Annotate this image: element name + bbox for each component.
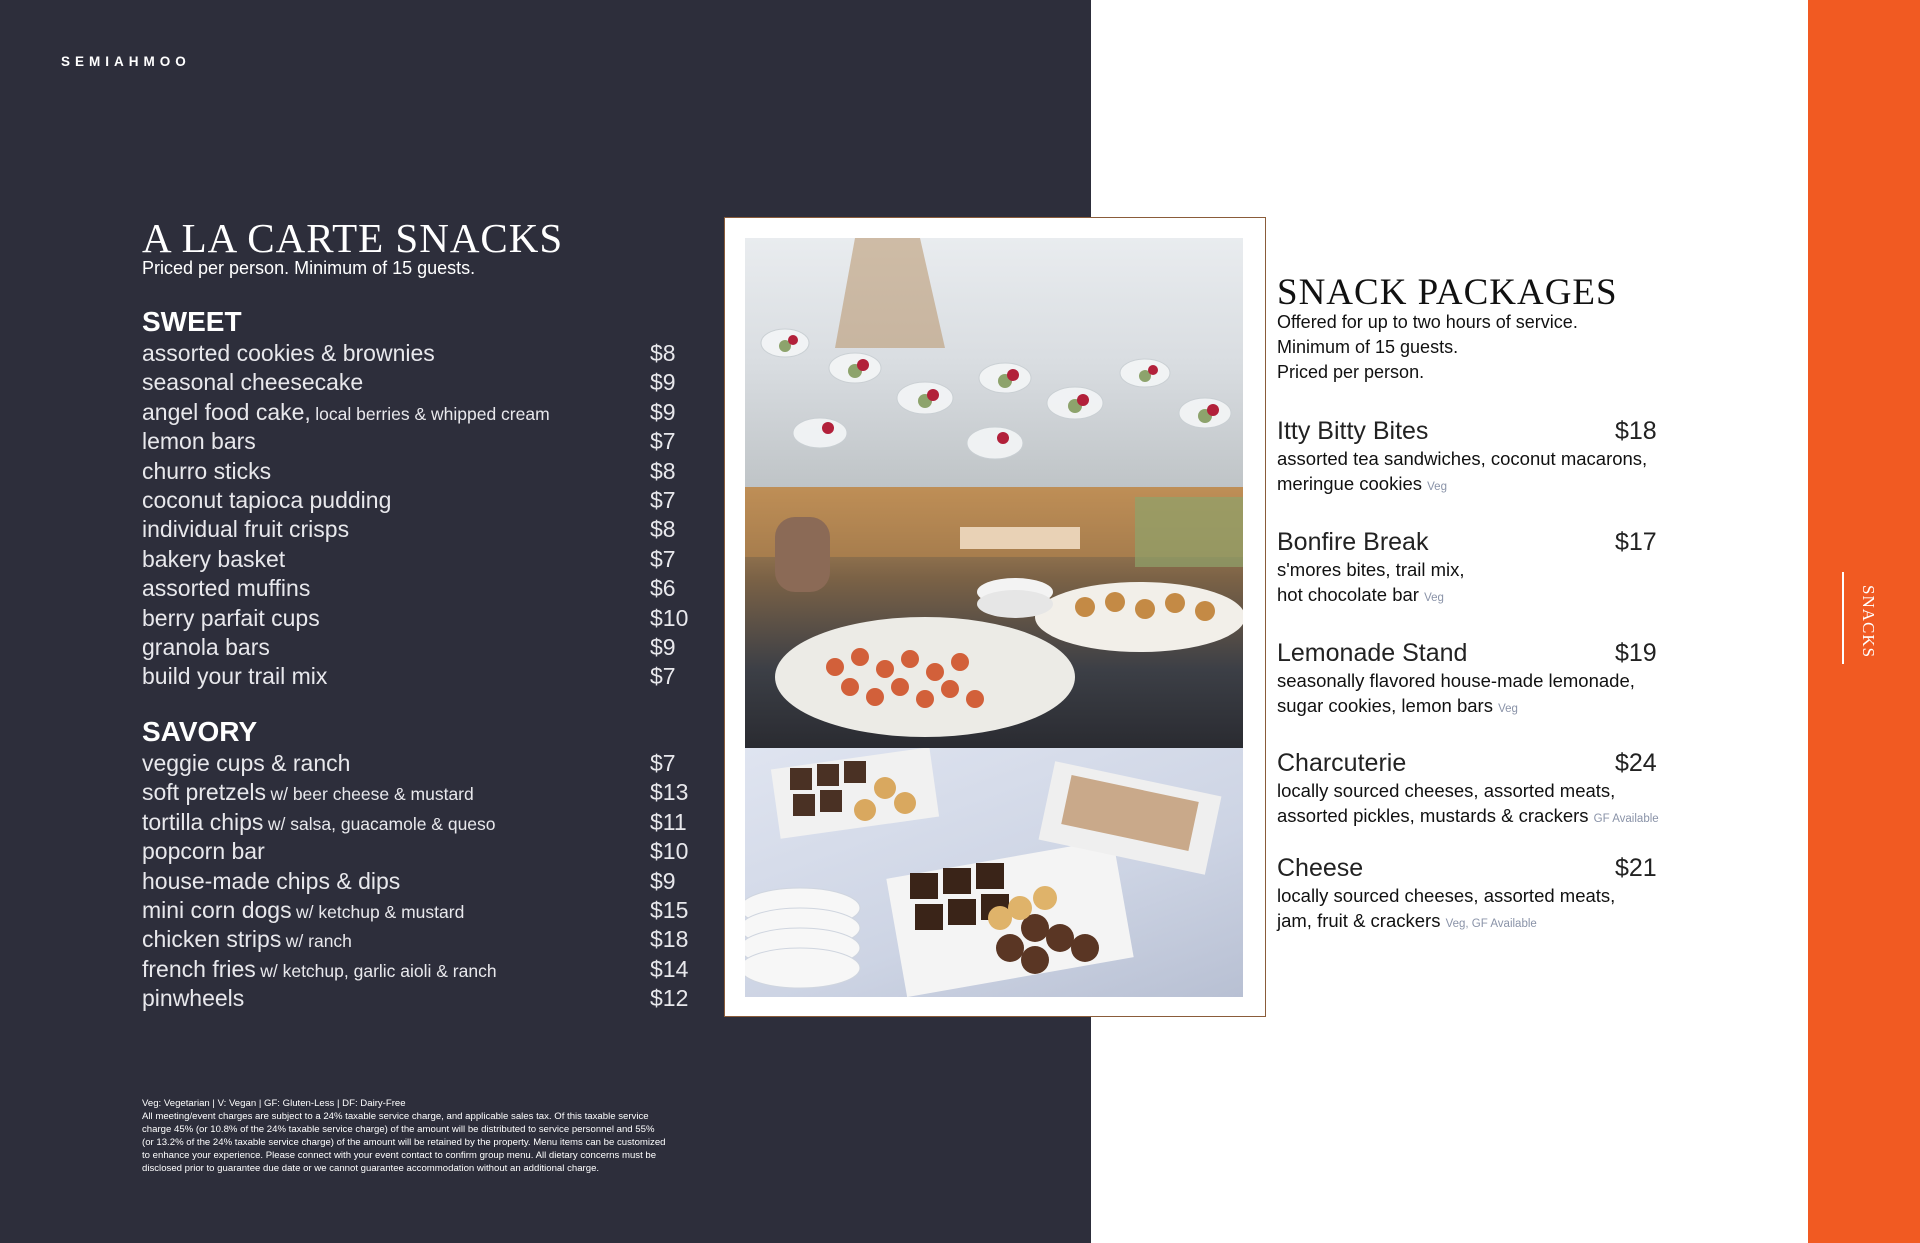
description-line: assorted pickles, mustards & crackers — [1277, 805, 1589, 826]
snack-packages-title: SNACK PACKAGES — [1277, 272, 1618, 313]
package-description — [1277, 778, 1677, 832]
dietary-tag: GF Available — [1593, 813, 1659, 825]
menu-item — [142, 955, 702, 984]
menu-item-name: soft pretzels — [142, 779, 266, 806]
description-line: sugar cookies, lemon bars — [1277, 695, 1493, 716]
package-cheese — [1277, 853, 1677, 937]
menu-item-price: $8 — [650, 516, 676, 543]
menu-item-name: lemon bars — [142, 428, 256, 455]
menu-item-price: $10 — [650, 838, 689, 865]
service-charge-line: All meeting/event charges are subject to a 24% taxable service charge, and applicable sales tax. Of this taxable service — [142, 1111, 649, 1122]
description-line: s'mores bites, trail mix, — [1277, 559, 1465, 580]
savory-menu-list — [142, 749, 702, 1014]
menu-item-price: $7 — [650, 663, 676, 690]
menu-item — [142, 867, 702, 896]
menu-item — [142, 545, 702, 574]
menu-item-name: angel food cake, — [142, 398, 311, 425]
description-line: seasonally flavored house-made lemonade, — [1277, 670, 1635, 691]
service-charge-line: disclosed prior to guarantee due date or we cannot guarantee accommodation without an additional charge. — [142, 1163, 600, 1174]
sweet-heading: SWEET — [142, 306, 242, 337]
description-line: locally sourced cheeses, assorted meats, — [1277, 780, 1616, 801]
menu-item — [142, 925, 702, 954]
menu-item-price: $9 — [650, 398, 676, 425]
intro-line: Offered for up to two hours of service. — [1277, 312, 1578, 332]
package-description — [1277, 557, 1677, 611]
menu-item-name: assorted muffins — [142, 575, 311, 602]
menu-item-price: $11 — [650, 808, 687, 835]
description-line: assorted tea sandwiches, coconut macarons, — [1277, 448, 1648, 469]
menu-item-name: individual fruit crisps — [142, 516, 350, 543]
package-name: Bonfire Break — [1277, 528, 1429, 556]
menu-item-note: local berries & whipped cream — [315, 403, 550, 424]
menu-item-note: w/ ketchup, garlic aioli & ranch — [260, 960, 497, 981]
menu-item-price: $8 — [650, 457, 676, 484]
menu-item-price: $7 — [650, 486, 676, 513]
sweet-menu-list — [142, 339, 702, 692]
package-description — [1277, 446, 1677, 500]
package-price: $21 — [1615, 854, 1657, 882]
intro-line: Priced per person. — [1277, 362, 1425, 382]
menu-item-name: bakery basket — [142, 545, 286, 572]
menu-item — [142, 778, 702, 807]
description-line: hot chocolate bar — [1277, 584, 1419, 605]
service-charge-line: charge 45% (or 10.8% of the 24% taxable service charge) of the amount will be distributed to service personnel and 55% — [142, 1124, 655, 1135]
menu-item-name: pinwheels — [142, 985, 245, 1012]
description-line: locally sourced cheeses, assorted meats, — [1277, 885, 1616, 906]
menu-item-note: w/ ranch — [285, 931, 352, 952]
dietary-tag: Veg — [1427, 481, 1447, 493]
packages-intro — [1277, 310, 1578, 385]
a-la-carte-title: A LA CARTE SNACKS — [142, 215, 564, 261]
menu-item-price: $13 — [650, 779, 689, 806]
menu-item — [142, 457, 702, 486]
menu-item-name: chicken strips — [142, 926, 282, 953]
menu-item-name: churro sticks — [142, 457, 272, 484]
package-description — [1277, 883, 1677, 937]
menu-item — [142, 427, 702, 456]
menu-item — [142, 896, 702, 925]
package-price: $24 — [1615, 749, 1657, 777]
menu-item — [142, 515, 702, 544]
menu-item-price: $18 — [650, 926, 689, 953]
menu-item — [142, 604, 702, 633]
menu-item-name: mini corn dogs — [142, 896, 292, 923]
menu-item-price: $9 — [650, 633, 676, 660]
savory-heading: SAVORY — [142, 716, 258, 747]
package-name: Lemonade Stand — [1277, 639, 1468, 667]
menu-item-price: $14 — [650, 955, 689, 982]
menu-item-price: $12 — [650, 985, 689, 1012]
package-description — [1277, 668, 1677, 722]
package-price: $18 — [1615, 417, 1657, 445]
menu-item — [142, 486, 702, 515]
menu-item-name: popcorn bar — [142, 838, 265, 865]
menu-item-price: $7 — [650, 545, 676, 572]
dietary-legend: Veg: Vegetarian | V: Vegan | GF: Gluten-Less | DF: Dairy-Free — [142, 1098, 406, 1109]
menu-item-price: $9 — [650, 867, 676, 894]
menu-item-name: seasonal cheesecake — [142, 369, 364, 396]
menu-item — [142, 574, 702, 603]
package-bonfire-break — [1277, 527, 1677, 611]
package-name: Itty Bitty Bites — [1277, 417, 1429, 445]
service-charge-line: (or 13.2% of the 24% taxable service charge) of the amount will be retained by the property. Menu items can be customized — [142, 1137, 666, 1148]
footnote — [142, 1097, 702, 1175]
brand-logo: SEMIAHMOO — [61, 54, 191, 69]
menu-item-name: granola bars — [142, 633, 270, 660]
menu-item-name: veggie cups & ranch — [142, 750, 351, 776]
menu-item-price: $9 — [650, 369, 676, 396]
service-charge-line: to enhance your experience. Please connect with your event contact to confirm group menu. All dietary concerns must be — [142, 1150, 657, 1161]
dessert-glasses-photo — [745, 238, 1243, 487]
menu-item-note: w/ salsa, guacamole & queso — [267, 813, 496, 834]
menu-item-price: $10 — [650, 604, 689, 631]
description-line: meringue cookies — [1277, 473, 1422, 494]
package-name: Cheese — [1277, 854, 1364, 882]
menu-item-name: build your trail mix — [142, 663, 328, 690]
menu-item-price: $8 — [650, 340, 676, 366]
menu-item — [142, 398, 702, 427]
menu-item — [142, 808, 702, 837]
menu-item — [142, 633, 702, 662]
menu-item — [142, 662, 702, 691]
menu-item-price: $15 — [650, 896, 689, 923]
menu-item-price: $6 — [650, 575, 676, 602]
bruschetta-buffet-photo — [745, 487, 1243, 748]
brownies-cookies-photo — [745, 748, 1243, 997]
side-tab-divider — [1842, 572, 1844, 664]
menu-item-note: w/ ketchup & mustard — [296, 901, 465, 922]
package-price: $17 — [1615, 528, 1657, 556]
menu-item-name: assorted cookies & brownies — [142, 340, 435, 366]
menu-item-name: berry parfait cups — [142, 604, 320, 631]
menu-item-price: $7 — [650, 750, 676, 776]
dietary-tag: Veg — [1498, 703, 1518, 715]
menu-item-name: coconut tapioca pudding — [142, 486, 392, 513]
menu-item-note: w/ beer cheese & mustard — [270, 784, 474, 805]
menu-item-name: tortilla chips — [142, 808, 264, 835]
menu-item — [142, 368, 702, 397]
menu-item — [142, 837, 702, 866]
package-itty-bitty-bites — [1277, 416, 1677, 500]
menu-item — [142, 339, 702, 368]
dietary-tag: Veg — [1424, 592, 1444, 604]
package-lemonade-stand — [1277, 638, 1677, 722]
package-name: Charcuterie — [1277, 749, 1407, 777]
menu-item-name: house-made chips & dips — [142, 867, 401, 894]
menu-item-price: $7 — [650, 428, 676, 455]
menu-item-name: french fries — [142, 955, 256, 982]
description-line: jam, fruit & crackers — [1277, 910, 1441, 931]
intro-line: Minimum of 15 guests. — [1277, 337, 1459, 357]
dietary-tag: Veg, GF Available — [1445, 918, 1537, 930]
a-la-carte-subtitle: Priced per person. Minimum of 15 guests. — [142, 258, 476, 278]
menu-item — [142, 749, 702, 778]
side-tab-label: SNACKS — [1859, 585, 1878, 659]
package-price: $19 — [1615, 639, 1657, 667]
package-charcuterie — [1277, 748, 1677, 832]
menu-item — [142, 984, 702, 1013]
